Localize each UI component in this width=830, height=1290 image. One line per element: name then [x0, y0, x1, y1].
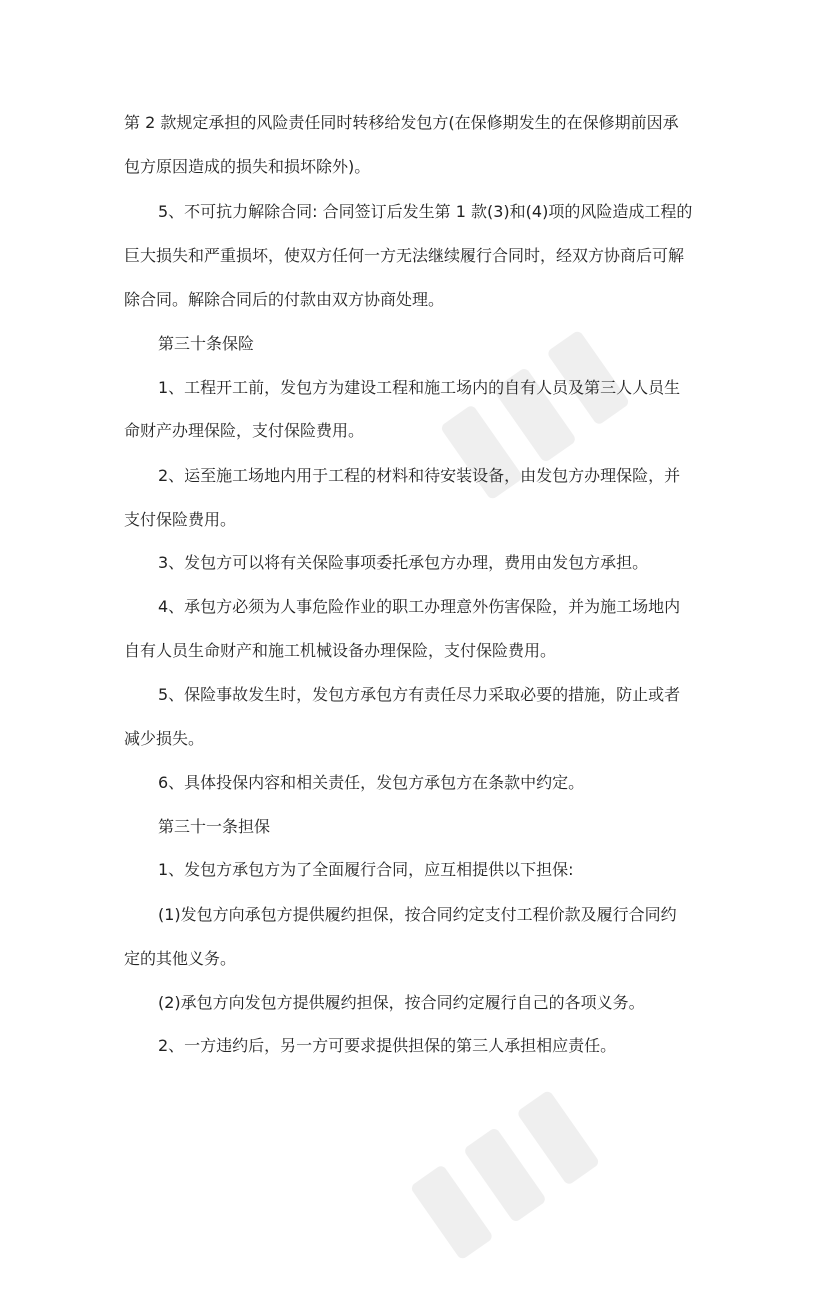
section-heading: 第三十一条担保	[158, 817, 271, 836]
paragraph-line: 5、不可抗力解除合同: 合同签订后发生第 1 款(3)和(4)项的风险造成工程的	[158, 202, 693, 221]
paragraph-line: 6、具体投保内容和相关责任，发包方承包方在条款中约定。	[158, 773, 585, 792]
paragraph-line: 1、工程开工前，发包方为建设工程和施工场内的自有人员及第三人人员生	[158, 378, 681, 397]
paragraph-line: 1、发包方承包方为了全面履行合同，应互相提供以下担保:	[158, 860, 574, 879]
paragraph-line: 巨大损失和严重损坏，使双方任何一方无法继续履行合同时，经双方协商后可解	[124, 246, 685, 265]
paragraph-line: 命财产办理保险，支付保险费用。	[124, 421, 365, 440]
watermark-icon	[390, 1060, 620, 1290]
paragraph-line: 5、保险事故发生时，发包方承包方有责任尽力采取必要的措施，防止或者	[158, 685, 681, 704]
paragraph-line: 自有人员生命财产和施工机械设备办理保险，支付保险费用。	[124, 641, 557, 660]
paragraph-line: 包方原因造成的损失和损坏除外)。	[124, 157, 371, 176]
paragraph-line: 支付保险费用。	[124, 510, 237, 529]
paragraph-line: 第 2 款规定承担的风险责任同时转移给发包方(在保修期发生的在保修期前因承	[124, 113, 679, 132]
paragraph-line: 减少损失。	[124, 729, 205, 748]
paragraph-line: (1)发包方向承包方提供履约担保，按合同约定支付工程价款及履行合同约	[158, 905, 677, 924]
paragraph-line: 2、运至施工场地内用于工程的材料和待安装设备，由发包方办理保险，并	[158, 466, 681, 485]
paragraph-line: (2)承包方向发包方提供履约担保，按合同约定履行自己的各项义务。	[158, 993, 645, 1012]
paragraph-line: 2、一方违约后，另一方可要求提供担保的第三人承担相应责任。	[158, 1036, 617, 1055]
paragraph-line: 除合同。解除合同后的付款由双方协商处理。	[124, 290, 445, 309]
paragraph-line: 4、承包方必须为人事危险作业的职工办理意外伤害保险，并为施工场地内	[158, 597, 681, 616]
paragraph-line: 定的其他义务。	[124, 949, 237, 968]
section-heading: 第三十条保险	[158, 334, 255, 353]
paragraph-line: 3、发包方可以将有关保险事项委托承包方办理，费用由发包方承担。	[158, 553, 649, 572]
